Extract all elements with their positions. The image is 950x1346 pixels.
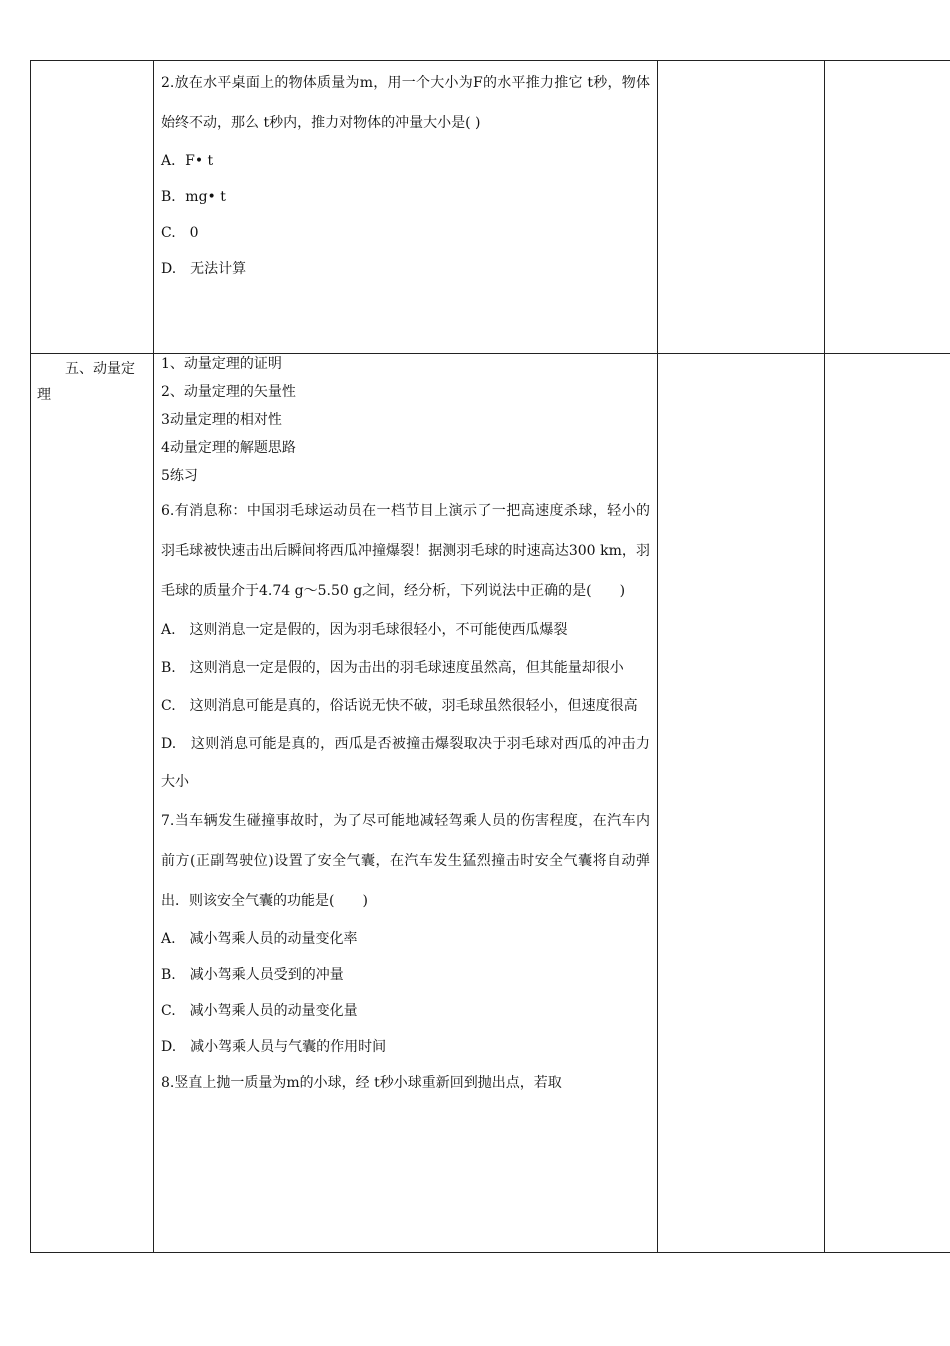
option-c: C. 减小驾乘人员的动量变化量: [161, 1003, 358, 1019]
option-a: A．F• t: [161, 153, 214, 169]
question-2: 2.放在水平桌面上的物体质量为m，用一个大小为F的水平推力推它 t秒，物体始终不动，那么 t秒内，推力对物体的冲量大小是( ): [161, 75, 650, 131]
option-c: C. 这则消息可能是真的，俗话说无快不破，羽毛球虽然很轻小，但速度很高: [161, 698, 638, 714]
table-row: [31, 61, 950, 354]
empty-cell: [658, 61, 825, 354]
option-c: C. 0: [161, 225, 199, 241]
list-item: 4动量定理的解题思路: [161, 440, 296, 456]
option-b: B．mg• t: [161, 189, 226, 205]
question-7: 7.当车辆发生碰撞事故时，为了尽可能地减轻驾乘人员的伤害程度，在汽车内前方(正副驾驶位)设置了安全气囊，在汽车发生猛烈撞击时安全气囊将自动弹出．则该安全气囊的功能是( ): [161, 813, 650, 909]
list-item: 2、动量定理的矢量性: [161, 384, 296, 400]
section-title: 五、动量定理: [37, 361, 135, 403]
option-d: D. 这则消息可能是真的，西瓜是否被撞击爆裂取决于羽毛球对西瓜的冲击力大小: [161, 736, 650, 790]
content-cell: [154, 354, 658, 1253]
option-a: A. 减小驾乘人员的动量变化率: [161, 931, 358, 947]
section-cell: [31, 354, 154, 1253]
question-8: 8.竖直上抛一质量为m的小球，经 t秒小球重新回到抛出点，若取: [161, 1075, 562, 1091]
table-row: [31, 354, 950, 1253]
option-d: D. 无法计算: [161, 261, 247, 277]
list-item: 1、动量定理的证明: [161, 356, 282, 372]
section-cell: [31, 61, 154, 354]
option-d: D. 减小驾乘人员与气囊的作用时间: [161, 1039, 387, 1055]
empty-cell: [825, 354, 950, 1253]
empty-cell: [658, 354, 825, 1253]
content-cell: [154, 61, 658, 354]
empty-cell: [825, 61, 950, 354]
lesson-table: [30, 60, 950, 1253]
option-b: B. 减小驾乘人员受到的冲量: [161, 967, 344, 983]
option-a: A. 这则消息一定是假的，因为羽毛球很轻小，不可能使西瓜爆裂: [161, 622, 568, 638]
list-item: 5练习: [161, 468, 198, 484]
option-b: B. 这则消息一定是假的，因为击出的羽毛球速度虽然高，但其能量却很小: [161, 660, 624, 676]
question-6: 6.有消息称：中国羽毛球运动员在一档节目上演示了一把高速度杀球，轻小的羽毛球被快速击出后瞬间将西瓜冲撞爆裂！据测羽毛球的时速高达300 km，羽毛球的质量介于4.74 g～5.50 g之间，经分析，下列说法中正确的是( ): [161, 503, 650, 599]
list-item: 3动量定理的相对性: [161, 412, 282, 428]
